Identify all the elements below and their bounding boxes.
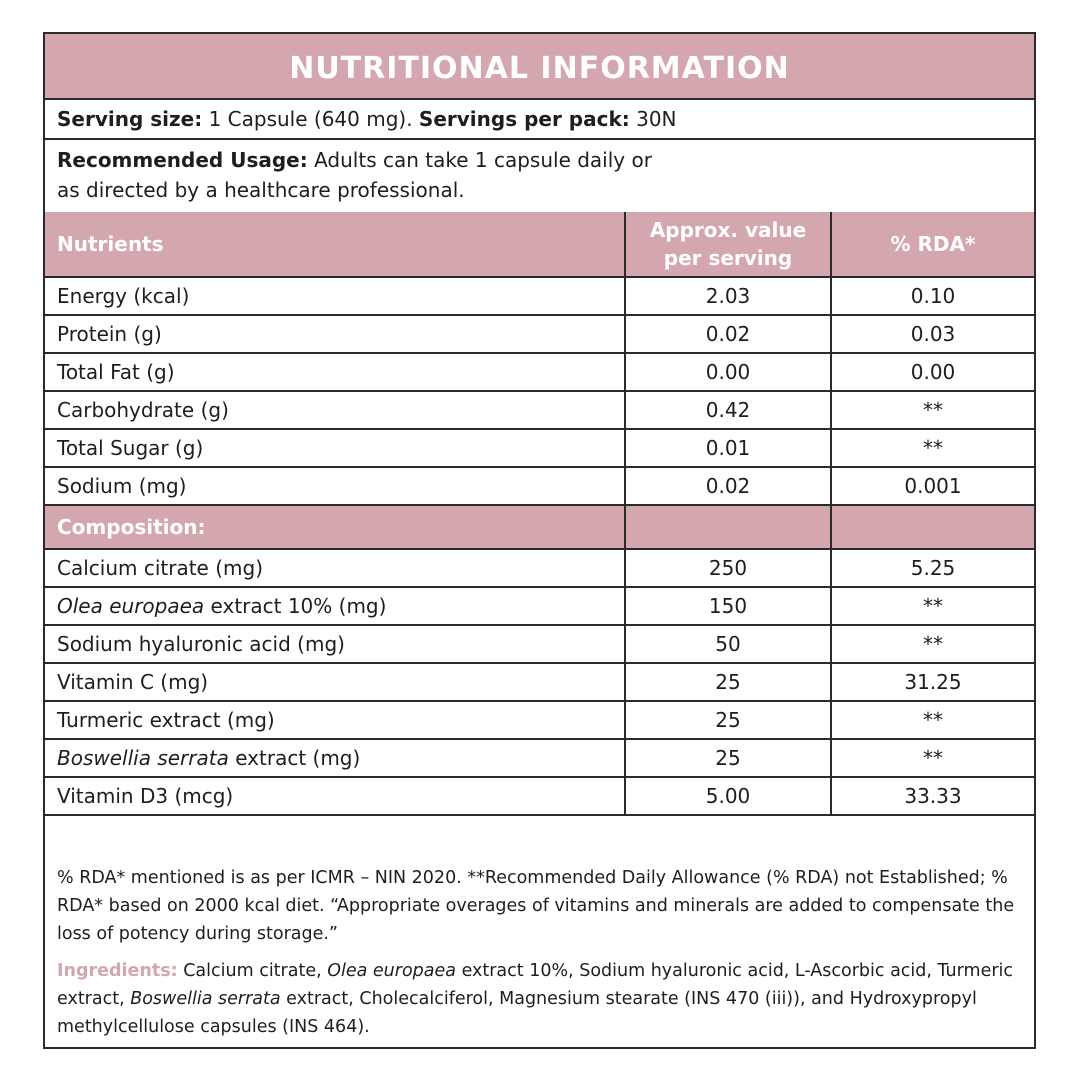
nutrient-value: 0.42 — [625, 391, 831, 429]
ingredients-text-3: extract, Cholecalciferol, Magnesium stearate (INS 470 (iii)), and Hydroxypropyl methylcellulose capsules (INS 464). — [57, 989, 977, 1037]
nutrient-name: Total Sugar (g) — [45, 429, 625, 467]
table-header — [45, 212, 1034, 277]
composition-empty-cell — [831, 505, 1034, 549]
table-row — [45, 549, 1034, 587]
nutrient-rda: 0.001 — [831, 467, 1034, 505]
nutrition-panel — [43, 32, 1036, 1049]
ingredients-italic-1: Olea europaea — [327, 961, 456, 981]
composition-name-rest: extract 10% (mg) — [204, 594, 387, 618]
nutrient-rda: 0.10 — [831, 277, 1034, 315]
footer — [45, 850, 1034, 1045]
nutrient-name: Energy (kcal) — [45, 277, 625, 315]
table-row — [45, 277, 1034, 315]
ingredients-text-2: extract 10%, Sodium hyaluronic acid, L-Ascorbic acid, Turmeric extract, — [57, 961, 1014, 1009]
nutrient-name: Sodium (mg) — [45, 467, 625, 505]
table-row — [45, 739, 1034, 777]
rda-notes: % RDA* mentioned is as per ICMR – NIN 2020. **Recommended Daily Allowance (% RDA) not Established; % RDA* based on 2000 kcal diet. “Appropriate overages of vitamins and minerals are added to compensate the loss of potency during storage.” — [57, 868, 1015, 944]
table-row — [45, 467, 1034, 505]
composition-value: 25 — [625, 739, 831, 777]
nutrient-rda: ** — [831, 429, 1034, 467]
composition-rda: ** — [831, 587, 1034, 625]
composition-value: 50 — [625, 625, 831, 663]
composition-rda: 31.25 — [831, 663, 1034, 701]
serving-size-label: Serving size: — [57, 107, 203, 131]
composition-name-italic: Olea europaea — [57, 594, 205, 618]
nutrient-value: 0.02 — [625, 315, 831, 353]
table-row — [45, 391, 1034, 429]
servings-per-pack-value: 30N — [636, 107, 677, 131]
nutrient-table — [45, 212, 1034, 816]
composition-rda: ** — [831, 739, 1034, 777]
header-approx-line-2: per serving — [663, 246, 793, 270]
composition-value: 150 — [625, 587, 831, 625]
servings-per-pack-label: Servings per pack: — [418, 107, 630, 131]
nutrient-value: 0.00 — [625, 353, 831, 391]
usage-label: Recommended Usage: — [57, 148, 308, 172]
composition-value: 25 — [625, 663, 831, 701]
header-approx-line-1: Approx. value — [649, 218, 807, 242]
composition-name — [45, 587, 625, 625]
table-row — [45, 315, 1034, 353]
composition-name: Turmeric extract (mg) — [45, 701, 625, 739]
ingredients-text-1: Calcium citrate, — [177, 961, 328, 981]
usage-text-1: Adults can take 1 capsule daily or — [314, 148, 652, 172]
composition-rda: ** — [831, 701, 1034, 739]
composition-label: Composition: — [45, 505, 625, 549]
nutrient-rda: ** — [831, 391, 1034, 429]
composition-value: 5.00 — [625, 777, 831, 815]
serving-size-value: 1 Capsule (640 mg). — [208, 107, 413, 131]
usage-row — [45, 140, 1034, 214]
serving-text — [57, 100, 677, 138]
composition-name-rest: extract (mg) — [228, 746, 361, 770]
composition-rda: 33.33 — [831, 777, 1034, 815]
composition-empty-cell — [625, 505, 831, 549]
usage-line-1 — [57, 148, 652, 172]
composition-value: 250 — [625, 549, 831, 587]
ingredients-italic-2: Boswellia serrata — [130, 989, 281, 1009]
ingredients — [57, 957, 1017, 1041]
table-row — [45, 353, 1034, 391]
composition-name: Sodium hyaluronic acid (mg) — [45, 625, 625, 663]
composition-name-italic: Boswellia serrata — [57, 746, 229, 770]
page-title: NUTRITIONAL INFORMATION — [289, 51, 790, 86]
table-row — [45, 701, 1034, 739]
ingredients-label: Ingredients: — [57, 961, 178, 981]
table-row — [45, 429, 1034, 467]
table-row — [45, 587, 1034, 625]
table-row — [45, 663, 1034, 701]
composition-name: Calcium citrate (mg) — [45, 549, 625, 587]
header-approx-value — [625, 212, 831, 277]
usage-text-2: as directed by a healthcare professional. — [57, 178, 465, 202]
table-row — [45, 625, 1034, 663]
title-bar — [45, 34, 1034, 100]
nutrient-value: 0.01 — [625, 429, 831, 467]
composition-rda: 5.25 — [831, 549, 1034, 587]
composition-name — [45, 739, 625, 777]
composition-name: Vitamin C (mg) — [45, 663, 625, 701]
nutrient-rda: 0.00 — [831, 353, 1034, 391]
composition-name: Vitamin D3 (mcg) — [45, 777, 625, 815]
nutrient-rda: 0.03 — [831, 315, 1034, 353]
nutrient-name: Protein (g) — [45, 315, 625, 353]
header-nutrients: Nutrients — [45, 212, 625, 277]
composition-value: 25 — [625, 701, 831, 739]
composition-header — [45, 505, 1034, 549]
nutrient-name: Total Fat (g) — [45, 353, 625, 391]
table-row — [45, 777, 1034, 815]
composition-rda: ** — [831, 625, 1034, 663]
serving-row — [45, 100, 1034, 140]
nutrient-value: 2.03 — [625, 277, 831, 315]
header-rda: % RDA* — [831, 212, 1034, 277]
nutrient-name: Carbohydrate (g) — [45, 391, 625, 429]
nutrient-value: 0.02 — [625, 467, 831, 505]
